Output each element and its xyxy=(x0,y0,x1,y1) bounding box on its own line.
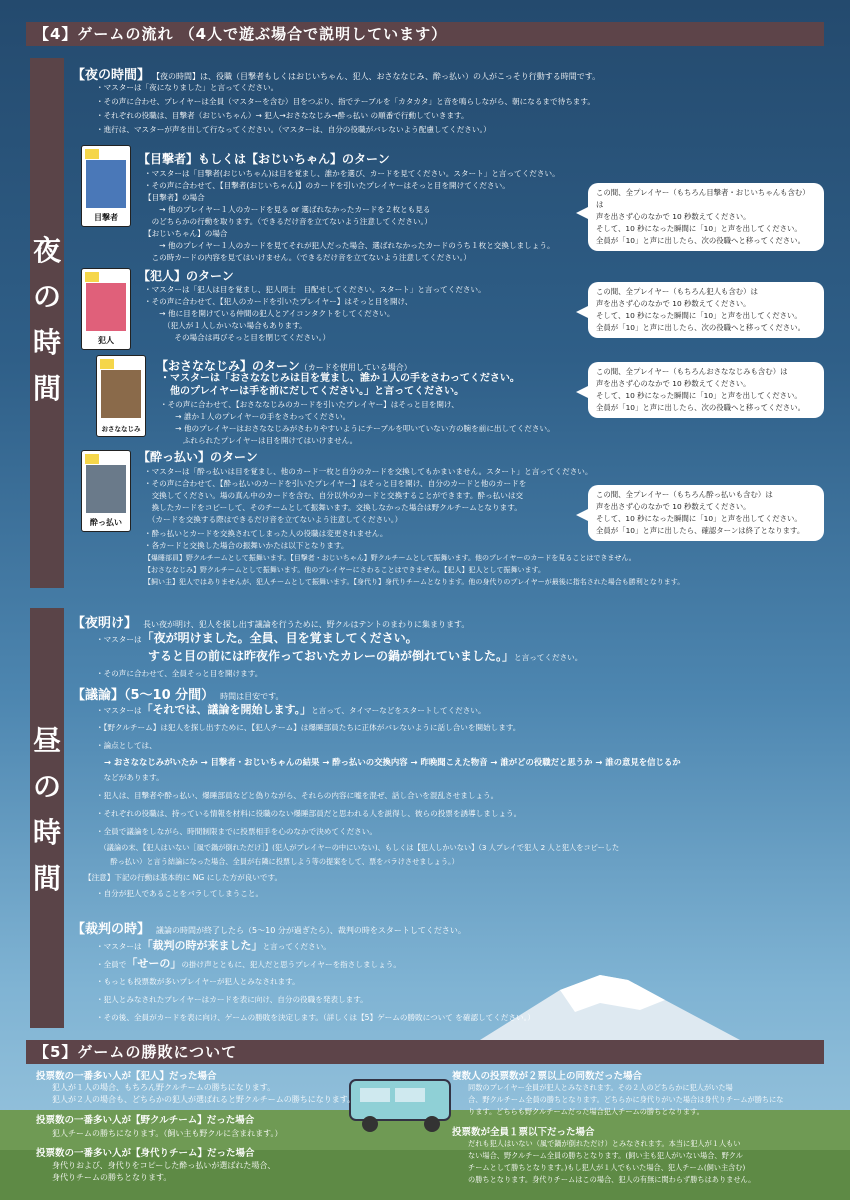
card-corner-tag xyxy=(85,149,99,159)
day-label-char: 昼 xyxy=(32,724,61,757)
drunk-count-bubble xyxy=(588,485,824,541)
dawn-heading-text: 【夜明け】 xyxy=(72,616,138,631)
turn-line: 換したカードをコピーして、そのチームとして振舞います。交換しなかった場合は野クルチームとなります。 xyxy=(144,503,522,512)
dawn-master-line xyxy=(96,632,418,646)
day-label-char: 時 xyxy=(32,816,61,849)
bubble-line: 声を出さず心のなかで 10 秒数えてください。 xyxy=(596,379,751,388)
judgment-desc: 議論の時間が終了したら（5〜10 分が過ぎたら）、裁判の時をスタートしてください。 xyxy=(156,926,466,935)
turn-line: → 他のプレイヤーはおさななじみがさわりやすいようにテーブルを叩いていない方の腕を前に出してください。 xyxy=(160,424,555,433)
dawn-master-pre: ・マスターは xyxy=(96,635,142,644)
section4-title-bar xyxy=(26,22,824,46)
result-line: 合、野クルチーム全員の勝ちとなります。どちらかに身代りがいた場合は身代りチームが勝ちにな xyxy=(468,1095,784,1104)
result-line: チームとして勝ちとなります。)もし犯人が１人でもいた場合、犯人チーム(飼い主含む) xyxy=(468,1163,746,1172)
friend-character-icon xyxy=(101,370,141,418)
dawn-quote-2: すると目の前には昨夜作っておいたカレーの鍋が倒れていました。」 xyxy=(148,649,515,663)
night-label-char: 夜 xyxy=(32,234,61,267)
turn-line: 【爆睡部員】野クルチームとして振舞います。【目撃者・おじいちゃん】野クルチームとして振舞います。他のプレイヤーのカードを見ることはできません。 xyxy=(144,554,636,562)
drunk-card-image xyxy=(81,450,131,532)
turn-line: → 他に目を開けている仲間の犯人とアイコンタクトをしてください。 xyxy=(144,309,395,318)
turn-line: 交換してください。場の真ん中のカードを含む、自分以外のカードと交換することができます。酔っ払いは交 xyxy=(144,491,524,500)
dawn-quote-1: 「夜が明けました。全員、目を覚ましてください。 xyxy=(141,631,418,645)
night-heading xyxy=(72,64,600,83)
judgment-master-line xyxy=(96,940,331,953)
friend-card-caption: おさななじみ xyxy=(101,425,141,433)
card-corner-tag xyxy=(85,454,99,464)
turn-line: のどちらかの行動を取ります。（できるだけ音を立てないよう注意してください。） xyxy=(144,217,432,226)
judgment-heading xyxy=(72,918,466,937)
bubble-line: 全員が「10」と声に出したら、次の役職へと移ってください。 xyxy=(596,403,805,412)
turn-line: ・その声に合わせて、【おさななじみのカードを引いたプレイヤー】はそっと目を開け、 xyxy=(160,400,459,409)
turn-line: ・各カードと交換した場合の振舞いかたは以下となります。 xyxy=(144,541,349,550)
turn-line: → 誰か１人のプレイヤーの手をさわってください。 xyxy=(160,412,351,421)
result-line: 犯人が１人の場合、もちろん野クルチームの勝ちになります。 xyxy=(52,1083,276,1092)
night-heading-desc: 【夜の時間】は、役職（目撃者もしくはおじいちゃん、犯人、おさななじみ、酔っ払い）の人がこっそり行動する時間です。 xyxy=(156,72,601,81)
night-line: ・マスターは「夜になりました」と言ってください。 xyxy=(96,83,279,92)
drunk-card-caption: 酔っ払い xyxy=(90,518,122,527)
result-line: の勝ちとなります。身代りチームはこの場合、犯人の有無に関わらず勝ちはありません。 xyxy=(468,1175,756,1184)
dawn-quote-line xyxy=(148,650,582,664)
bubble-line: 全員が「10」と声に出したら、次の役職へと移ってください。 xyxy=(596,323,805,332)
judgment-line: ・犯人とみなされたプレイヤーはカードを表に向け、自分の役職を発表します。 xyxy=(96,995,368,1004)
result-line: 身代りチームの勝ちとなります。 xyxy=(52,1173,172,1182)
dawn-desc: 長い夜が明け、犯人を探し出す議論を行うために、野クルはテントのまわりに集まります。 xyxy=(143,620,470,629)
day-label-char: 間 xyxy=(32,862,61,895)
judgment-quote: 「裁判の時が来ました」 xyxy=(141,939,263,952)
turn-drunk-title: 【酔っ払い】のターン xyxy=(138,450,258,464)
turn-line: ・酔っ払いとカードを交換されてしまった人の役職は変更されません。 xyxy=(144,529,388,538)
bubble-line: 声を出さず心のなかで 10 秒数えてください。 xyxy=(596,502,751,511)
culprit-character-icon xyxy=(86,283,126,331)
day-label-char: の xyxy=(32,770,61,803)
debate-line: ・自分が犯人であることをバラしてしまうこと。 xyxy=(96,889,264,898)
turn-line: ・マスターは「目撃者(おじいちゃん)は目を覚まし、誰かを選び、カードを見てください。スタート」と言ってください。 xyxy=(144,169,560,178)
debate-line: ・それぞれの役職は、持っている情報を材料に役職のない爆睡部員だと思われる人を説得し、彼らの投票を誘導しましょう。 xyxy=(96,809,522,818)
turn-line: ふれられたプレイヤーは目を開けてはいけません。 xyxy=(160,436,358,445)
culprit-card-caption: 犯人 xyxy=(98,336,114,345)
result-line: ります。どちらも野クルチームだった場合犯人チームの勝ちとなります。 xyxy=(468,1107,704,1116)
result-heading: 投票数の一番多い人が【野クルチーム】だった場合 xyxy=(36,1115,255,1126)
turn-line: → 他のプレイヤー１人のカードを見てそれが犯人だった場合、選ばれなかったカードのうち１枚と交換しましょう。 xyxy=(144,241,555,250)
turn-line: 【おさななじみ】野クルチームとして振舞います。他のプレイヤーにさわることはできません。【犯人】犯人として振舞います。 xyxy=(144,566,545,574)
night-line: ・その声に合わせ、プレイヤーは全員（マスターを含む）目をつぶり、指でテーブルを「カタカタ」と音を鳴らしながら、朝になるまで待ちます。 xyxy=(96,97,595,106)
debate-master-pre: ・マスターは xyxy=(96,706,142,715)
bubble-line: この間、全プレイヤー（もちろん犯人も含む）は xyxy=(596,287,758,296)
turn-line: ・マスターは「犯人は目を覚まし、犯人同士 目配せしてください。スタート」と言ってください。 xyxy=(144,285,486,294)
turn-line: 【飼い主】犯人ではありませんが、犯人チームとして振舞います。【身代り】身代りチームとなります。他の身代りのプレイヤーが最後に指名された場合も勝利となります。 xyxy=(144,578,685,586)
bubble-line: この間、全プレイヤー（もちろんおさななじみも含む）は xyxy=(596,367,788,376)
bubble-line: 全員が「10」と声に出したら、確認ターンは終了となります。 xyxy=(596,526,805,535)
bubble-line: そして、10 秒になった瞬間に「10」と声を出してください。 xyxy=(596,514,802,523)
section5-title: 【5】ゲームの勝敗について xyxy=(34,1043,238,1061)
result-heading: 複数人の投票数が２票以上の同数だった場合 xyxy=(452,1071,643,1082)
judgment-l2-quote: 「せーの」 xyxy=(126,957,182,970)
judgment-line: ・その後、全員がカードを表に向け、ゲームの勝敗を決定します。（詳しくは【5】ゲームの勝敗について を確認してください。） xyxy=(96,1013,536,1022)
night-label-char: の xyxy=(32,280,61,313)
debate-points: → おさななじみがいたか → 目撃者・おじいちゃんの結果 → 酔っ払いの交換内容 → 昨晩聞こえた物音 → 誰がどの役職だと思うか → 誰の意見を信じるか xyxy=(104,757,681,767)
friend-card-image xyxy=(96,355,146,437)
turn-line: 他のプレイヤーは手を前にだしてください。」と言ってください。 xyxy=(160,386,465,397)
judgment-master-pre: ・マスターは xyxy=(96,942,142,951)
result-heading: 投票数が全員１票以下だった場合 xyxy=(452,1127,595,1138)
bubble-line: 声を出さず心のなかで 10 秒数えてください。 xyxy=(596,299,751,308)
debate-desc: 時間は目安です。 xyxy=(220,692,284,701)
bubble-line: そして、10 秒になった瞬間に「10」と声を出してください。 xyxy=(596,311,802,320)
debate-quote-post: と言って、タイマーなどをスタートしてください。 xyxy=(311,706,486,715)
result-line: 犯人が２人の場合も、どちらかの犯人が選ばれると野クルチームの勝ちになります。 xyxy=(52,1095,356,1104)
witness-card-caption: 目撃者 xyxy=(94,213,118,222)
dawn-line: ・その声に合わせて、全員そっと目を開けます。 xyxy=(96,669,263,678)
turn-friend-title-text: 【おさななじみ】のターン xyxy=(156,359,300,373)
witness-count-bubble xyxy=(588,183,824,251)
friend-count-bubble xyxy=(588,362,824,418)
judgment-l2-post: の掛け声とともに、犯人だと思うプレイヤーを指さしましょう。 xyxy=(181,960,401,969)
card-corner-tag xyxy=(85,272,99,282)
turn-line: 【目撃者】の場合 xyxy=(144,193,205,202)
day-vertical-label xyxy=(30,608,64,1028)
section5-title-bar xyxy=(26,1040,824,1064)
debate-heading-text: 【議論】（5〜10 分間） xyxy=(72,688,215,703)
night-line: ・それぞれの役職は、目撃者（おじいちゃん）→ 犯人→おさななじみ→酔っ払い の順番で行動していきます。 xyxy=(96,111,469,120)
turn-line: ・その声に合わせて、【犯人のカードを引いたプレイヤー】はそっと目を開け、 xyxy=(144,297,413,306)
turn-line: ・その声に合わせて、【目撃者(おじいちゃん)】のカードを引いたプレイヤーはそっと目を開けてください。 xyxy=(144,181,510,190)
judgment-line: ・もっとも投票数が多いプレイヤーが犯人とみなされます。 xyxy=(96,977,300,986)
dawn-heading xyxy=(72,612,469,631)
debate-caution: 【注意】下記の行動は基本的に NG にした方が良いです。 xyxy=(84,873,283,882)
turn-line: ・マスターは「酔っ払いは目を覚まし、他のカード一枚と自分のカードを交換してもかまいません。スタート」と言ってください。 xyxy=(144,467,593,476)
turn-line: → 他のプレイヤー１人のカードを見る or 選ばれなかったカードを２枚とも見る xyxy=(144,205,431,214)
turn-line: （犯人が１人しかいない場合もあります。 xyxy=(144,321,307,330)
witness-character-icon xyxy=(86,160,126,208)
witness-card-image xyxy=(81,145,131,227)
drunk-character-icon xyxy=(86,465,126,513)
culprit-count-bubble xyxy=(588,282,824,338)
night-label-char: 間 xyxy=(32,372,61,405)
night-label-char: 時 xyxy=(32,326,61,359)
debate-line: ・【野クルチーム】は犯人を探し出すために、【犯人チーム】は爆睡部員たちに正体がバレないように話し合いを開始します。 xyxy=(96,723,521,732)
card-corner-tag xyxy=(100,359,114,369)
culprit-card-image xyxy=(81,268,131,350)
bubble-line: 声を出さず心のなかで 10 秒数えてください。 xyxy=(596,212,751,221)
judgment-heading-text: 【裁判の時】 xyxy=(72,922,151,937)
turn-witness-title: 【目撃者】もしくは【おじいちゃん】のターン xyxy=(138,152,390,166)
bubble-line: そして、10 秒になった瞬間に「10」と声を出してください。 xyxy=(596,224,802,233)
debate-line: ・全員で議論をしながら、時間制限までに投票相手を心のなかで決めてください。 xyxy=(96,827,377,836)
result-heading: 投票数の一番多い人が【犯人】だった場合 xyxy=(36,1071,217,1082)
turn-culprit-title: 【犯人】のターン xyxy=(138,269,234,283)
turn-line: 【おじいちゃん】の場合 xyxy=(144,229,228,238)
night-vertical-label xyxy=(30,58,64,588)
debate-quote: 「それでは、議論を開始します。」 xyxy=(141,703,312,716)
judgment-l2-pre: ・全員で xyxy=(96,960,127,969)
bubble-line: そして、10 秒になった瞬間に「10」と声を出してください。 xyxy=(596,391,802,400)
debate-line: 酔っ払い）と言う結論になった場合、全員が右隣に投票しよう等の提案をして、票をバラけさせましょう。） xyxy=(96,857,459,866)
debate-heading xyxy=(72,684,284,703)
night-heading-text: 【夜の時間】 xyxy=(72,68,151,83)
bubble-line: この間、全プレイヤー（もちろん酔っ払いも含む）は xyxy=(596,490,773,499)
turn-line: ・その声に合わせて、【酔っ払いのカードを引いたプレイヤー】はそっと目を開け、自分のカードと他のカードを xyxy=(144,479,527,488)
result-heading: 投票数の一番多い人が【身代りチーム】だった場合 xyxy=(36,1148,255,1159)
judgment-line xyxy=(96,958,401,971)
dawn-quote-post: と言ってください。 xyxy=(514,653,583,662)
debate-master-line xyxy=(96,704,486,717)
result-line: だれも犯人はいない（風で鍋が倒れただけ）とみなされます。本当に犯人が１人もい xyxy=(468,1139,741,1148)
night-line: ・進行は、マスターが声を出して行なってください。（マスターは、自分の役職がバレないよう配慮してください。） xyxy=(96,125,491,134)
debate-line: などがあります。 xyxy=(96,773,164,782)
judgment-quote-post: と言ってください。 xyxy=(262,942,331,951)
turn-line: その場合は再びそっと目を閉じてください。） xyxy=(144,333,331,342)
turn-line: この時カードの内容を見てはいけません。（できるだけ音を立てないよう注意してください。） xyxy=(144,253,471,262)
turn-line: ・マスターは「おさななじみは目を覚まし、誰か１人の手をさわってください。 xyxy=(160,373,520,384)
turn-friend-title-note: （カードを使用している場合） xyxy=(299,363,412,372)
debate-line: （議論の末、【犯人はいない［風で鍋が倒れただけ］】(犯人がプレイヤーの中にいない)、もしくは【犯人しかいない】（3 人プレイで犯人 2 人と犯人をコピーした xyxy=(96,843,620,852)
result-line: ない場合、野クルチーム全員の勝ちとなります。(飼い主も犯人がいない場合、野クル xyxy=(468,1151,743,1160)
turn-friend-title xyxy=(156,357,412,374)
turn-line: （カードを交換する際はできるだけ音を立てないよう注意してください。） xyxy=(144,515,403,524)
bubble-line: この間、全プレイヤー（もちろん目撃者・おじいちゃんも含む）は xyxy=(596,188,810,209)
debate-line: ・犯人は、目撃者や酔っ払い、爆睡部員などと偽りながら、それらの内容に嘘を混ぜ、話し合いを混乱させましょう。 xyxy=(96,791,499,800)
section4-title: 【4】ゲームの流れ （4人で遊ぶ場合で説明しています） xyxy=(34,25,448,43)
debate-line: ・論点としては、 xyxy=(96,741,157,750)
bubble-line: 全員が「10」と声に出したら、次の役職へと移ってください。 xyxy=(596,236,805,245)
result-line: 犯人チームの勝ちになります。（飼い主も野クルに含まれます。） xyxy=(52,1129,283,1138)
result-line: 身代りおよび、身代りをコピーした酔っ払いが選ばれた場合、 xyxy=(52,1161,276,1170)
result-line: 同数のプレイヤー全員が犯人とみなされます。その２人のどちらかに犯人がいた場 xyxy=(468,1083,733,1092)
